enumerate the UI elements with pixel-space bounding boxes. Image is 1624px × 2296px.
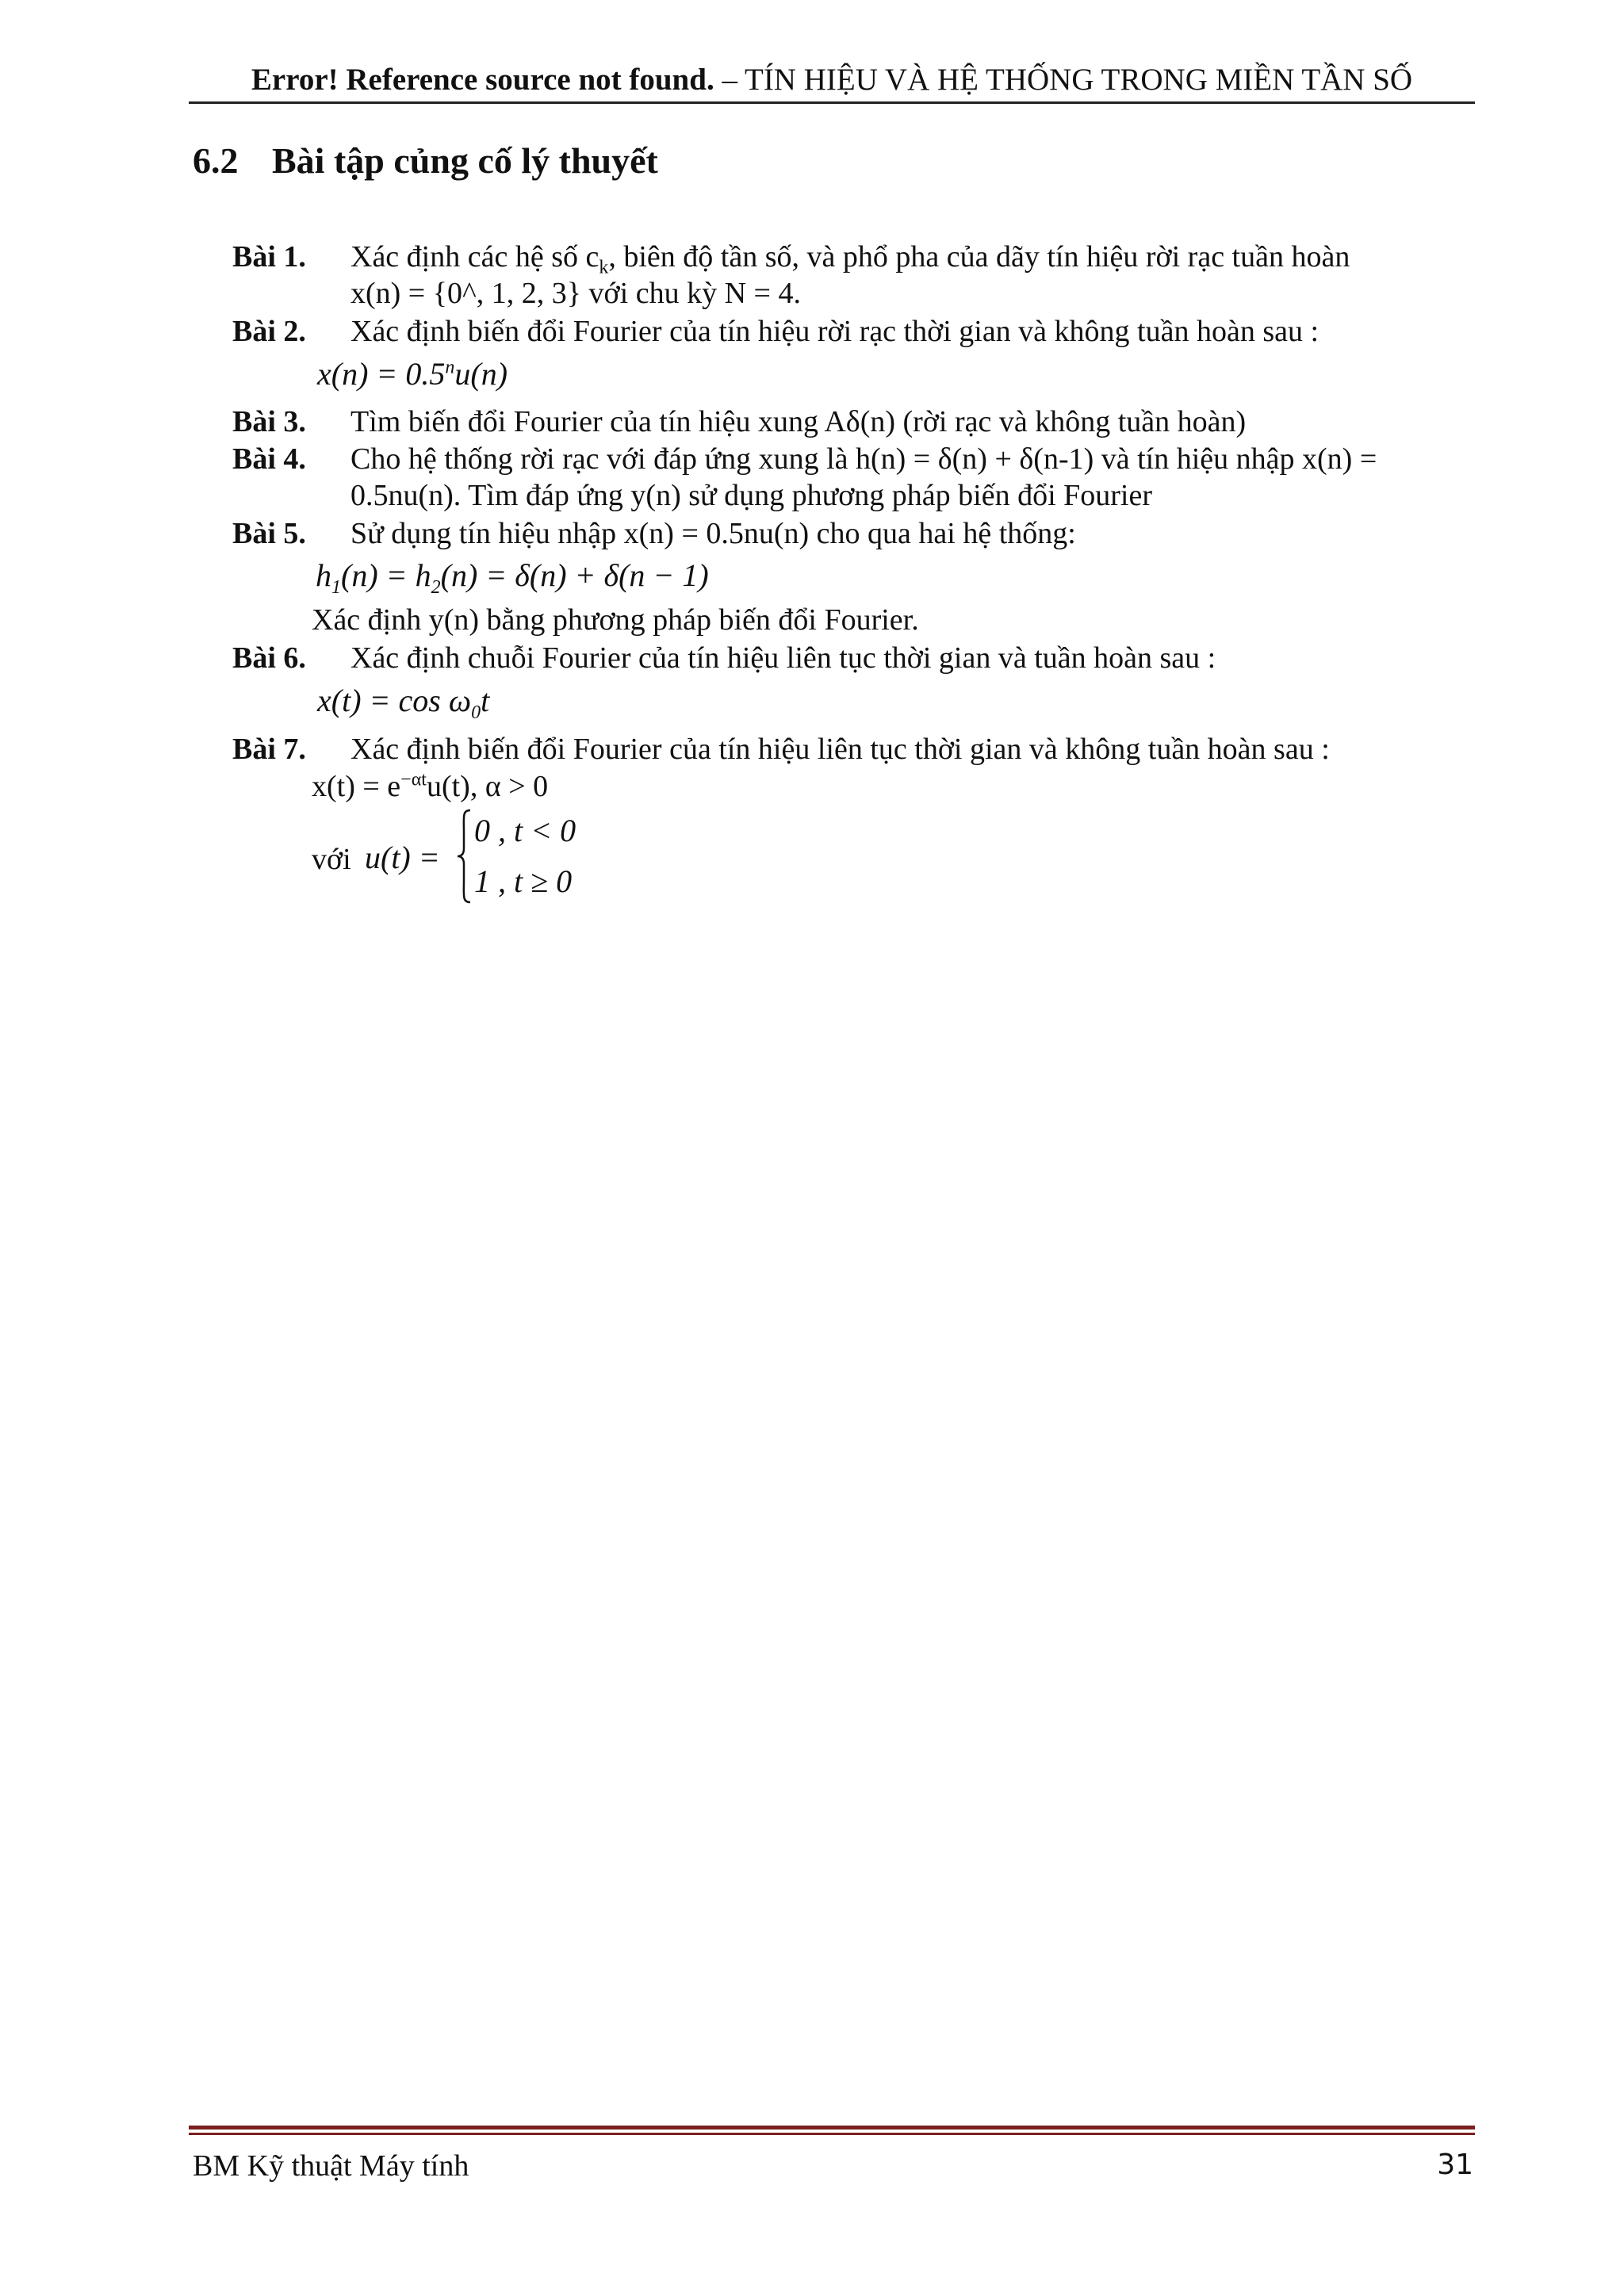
exercise-1-label: Bài 1. bbox=[232, 240, 306, 274]
exercise-5-note: Xác định y(n) bằng phương pháp biến đổi Fourier. bbox=[312, 603, 919, 637]
exercise-5-text: Sử dụng tín hiệu nhập x(n) = 0.5nu(n) cho qua hai hệ thống: bbox=[350, 517, 1076, 550]
exercise-7-definition bbox=[312, 769, 548, 804]
exercise-2-label: Bài 2. bbox=[232, 315, 306, 348]
exercise-5-eq-mid: (n) = h bbox=[341, 557, 431, 593]
exercise-4-line1: Cho hệ thống rời rạc với đáp ứng xung là h(n) = δ(n) + δ(n-1) và tín hiệu nhập x(n) = bbox=[350, 442, 1377, 476]
exercise-2-eq-exponent: n bbox=[445, 357, 455, 378]
exercise-2-equation bbox=[317, 355, 508, 392]
header-error-text: Error! Reference source not found. bbox=[251, 63, 714, 97]
exercise-7-def-post: u(t), α > 0 bbox=[426, 770, 549, 803]
exercise-5-eq-h: h bbox=[316, 557, 331, 593]
exercise-6-label: Bài 6. bbox=[232, 641, 306, 675]
exercise-1-text-b: , biên độ tần số, và phổ pha của dãy tín hiệu rời rạc tuần hoàn bbox=[608, 240, 1350, 274]
header-rule bbox=[189, 101, 1475, 104]
exercise-5-eq-sub1: 1 bbox=[331, 577, 341, 598]
exercise-1-line2: x(n) = {0^, 1, 2, 3} với chu kỳ N = 4. bbox=[350, 277, 801, 310]
exercise-7-case1: 0 , t < 0 bbox=[474, 813, 576, 848]
exercise-5-eq-sub2: 2 bbox=[431, 577, 441, 598]
section-title-text: Bài tập củng cố lý thuyết bbox=[272, 140, 658, 181]
exercise-7-u-lhs: u(t) = bbox=[365, 840, 440, 875]
exercise-2-eq-lhs: x(n) = 0.5 bbox=[317, 356, 446, 392]
footer-page-number: 31 bbox=[1437, 2149, 1473, 2181]
exercise-1-subscript: k bbox=[599, 257, 609, 278]
exercise-1-text-a: Xác định các hệ số c bbox=[350, 240, 599, 274]
piecewise-brace bbox=[456, 809, 472, 904]
footer-rule-thin bbox=[189, 2133, 1475, 2135]
section-number: 6.2 bbox=[193, 140, 239, 181]
exercise-2-text: Xác định biến đổi Fourier của tín hiệu rời rạc thời gian và không tuần hoàn sau : bbox=[350, 315, 1320, 348]
exercise-7-text: Xác định biến đổi Fourier của tín hiệu liên tục thời gian và không tuần hoàn sau : bbox=[350, 733, 1330, 766]
exercise-6-eq-rhs: t bbox=[481, 683, 490, 718]
exercise-7-def-exponent: −αt bbox=[400, 769, 427, 790]
exercise-4-label: Bài 4. bbox=[232, 442, 306, 476]
exercise-6-text: Xác định chuỗi Fourier của tín hiệu liên tục thời gian và tuần hoàn sau : bbox=[350, 641, 1216, 675]
exercise-5-label: Bài 5. bbox=[232, 517, 306, 550]
exercise-1-line1 bbox=[350, 239, 1350, 279]
header-separator: – bbox=[714, 63, 745, 97]
exercise-6-equation bbox=[317, 682, 489, 724]
exercise-3-text: Tìm biến đổi Fourier của tín hiệu xung Aδ(n) (rời rạc và không tuần hoàn) bbox=[350, 405, 1247, 438]
exercise-5-equation bbox=[316, 557, 709, 599]
exercise-7-def-pre: x(t) = e bbox=[312, 770, 401, 803]
running-header bbox=[190, 62, 1473, 98]
footer-rule-thick bbox=[189, 2126, 1475, 2130]
footer-department: BM Kỹ thuật Máy tính bbox=[193, 2149, 469, 2183]
exercise-7-with: với bbox=[312, 843, 351, 876]
section-title bbox=[193, 140, 658, 182]
header-chapter-title: TÍN HIỆU VÀ HỆ THỐNG TRONG MIỀN TẦN SỐ bbox=[745, 63, 1413, 97]
exercise-7-case2: 1 , t ≥ 0 bbox=[474, 863, 573, 899]
exercise-3-label: Bài 3. bbox=[232, 405, 306, 438]
exercise-4-line2: 0.5nu(n). Tìm đáp ứng y(n) sử dụng phương pháp biến đổi Fourier bbox=[350, 479, 1153, 512]
exercise-6-eq-lhs: x(t) = cos ω bbox=[317, 683, 472, 718]
exercise-7-label: Bài 7. bbox=[232, 733, 306, 766]
exercise-5-eq-rhs: (n) = δ(n) + δ(n − 1) bbox=[440, 557, 709, 593]
exercise-2-eq-rhs: u(n) bbox=[454, 356, 508, 392]
exercise-6-eq-sub: 0 bbox=[471, 702, 481, 723]
